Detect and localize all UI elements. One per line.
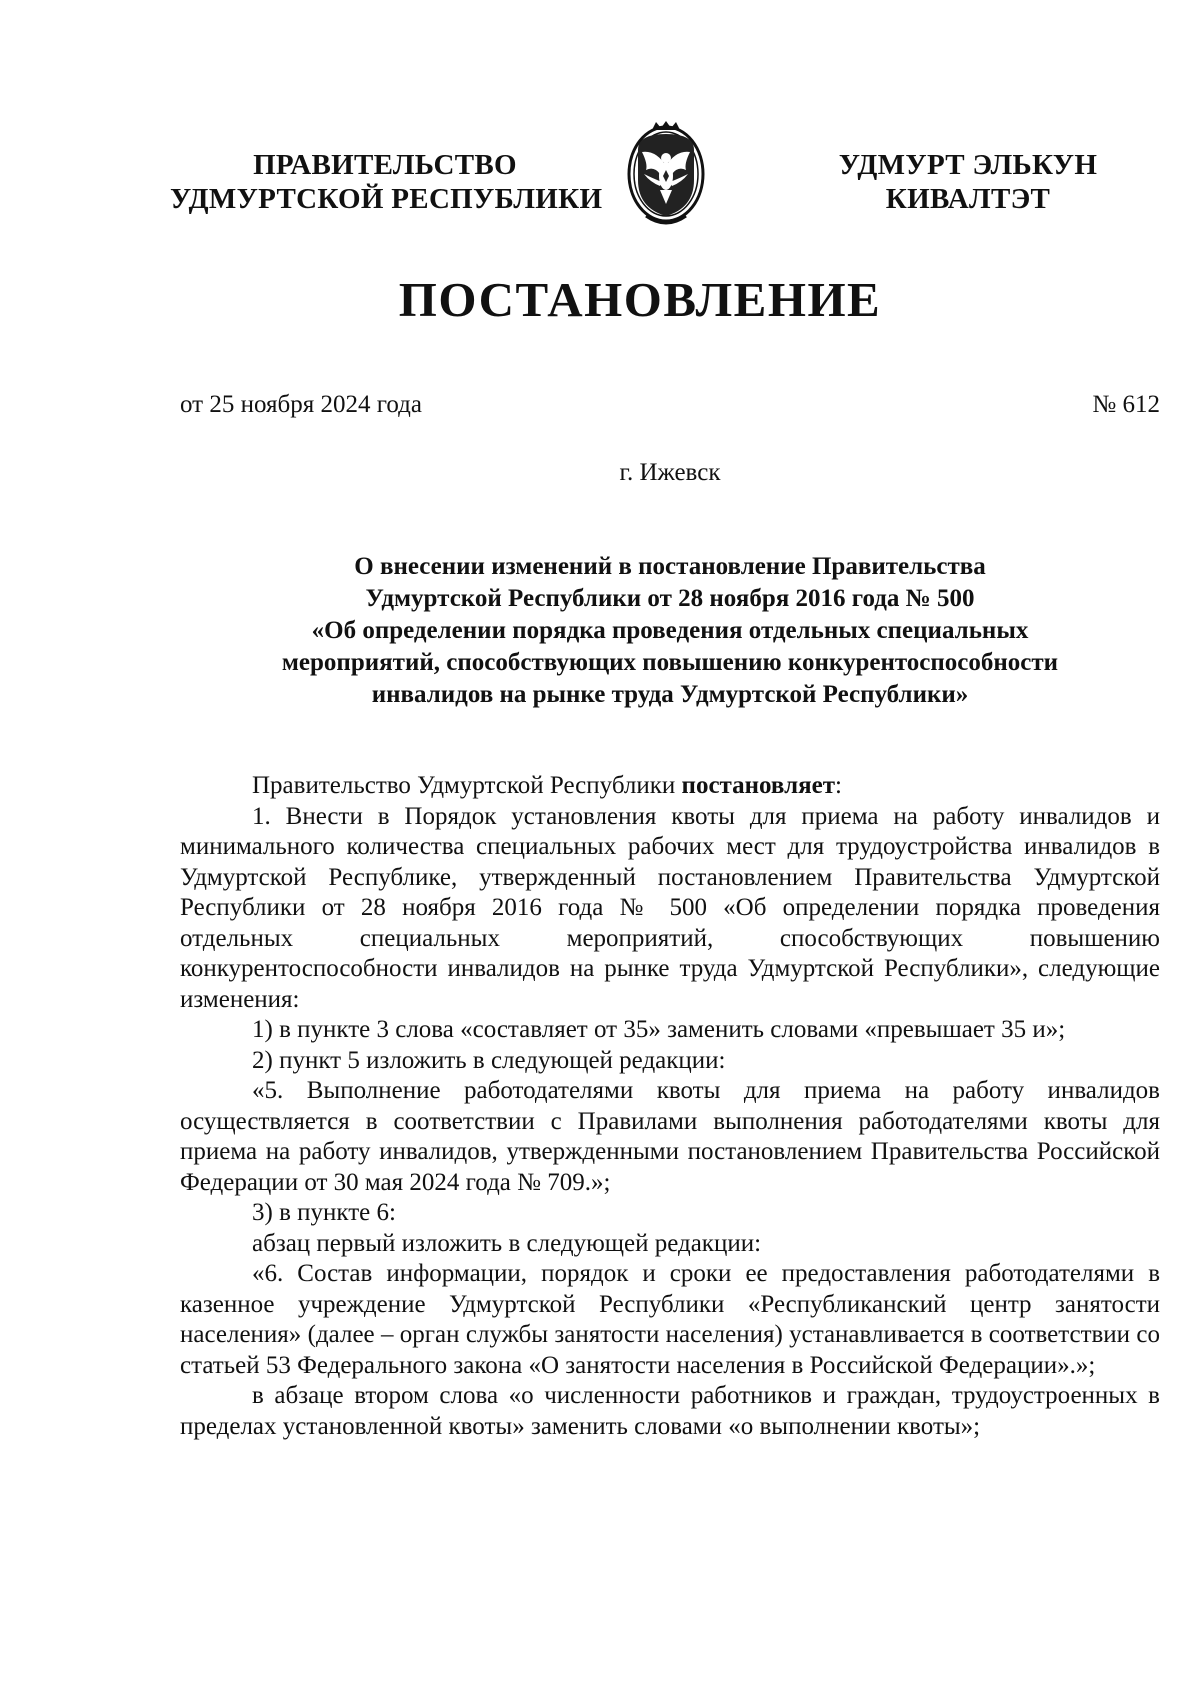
- organization-name-udmurt: [818, 148, 1118, 216]
- organization-name-russian-line2: УДМУРТСКОЙ РЕСПУБЛИКИ: [170, 183, 603, 215]
- body-paragraph-5: 3) в пункте 6:: [252, 1199, 396, 1226]
- organization-name-russian: [170, 148, 603, 216]
- body-intro-bold: постановляет: [681, 772, 836, 799]
- title-line: мероприятий, способствующих повышению конкурентоспособности: [281, 649, 1059, 676]
- title-line: инвалидов на рынке труда Удмуртской Республики»: [371, 681, 969, 708]
- title-line: Удмуртской Республики от 28 ноября 2016 года № 500: [365, 585, 975, 612]
- body-paragraph-7: «6. Состав информации, порядок и сроки ее предоставления работодателями в казенное учреждение Удмуртской Республики «Республиканский центр занятости населения» (далее – орган службы занятости населения) устанавливается в соответствии со статьей 53 Федерального закона «О занятости населения в Российской Федерации».»;: [180, 1260, 1160, 1379]
- document-title: [180, 551, 1160, 711]
- title-line: «Об определении порядка проведения отдельных специальных: [311, 617, 1029, 644]
- body-intro-paragraph: [180, 771, 1160, 802]
- organization-name-udmurt-line1: УДМУРТ ЭЛЬКУН: [838, 149, 1098, 181]
- document-type-heading: ПОСТАНОВЛЕНИЕ: [398, 272, 882, 327]
- body-paragraph-3: 2) пункт 5 изложить в следующей редакции:: [252, 1046, 726, 1074]
- title-line: О внесении изменений в постановление Правительства: [354, 553, 986, 580]
- body-paragraph-8: в абзаце втором слова «о численности работников и граждан, трудоустроенных в пределах установленной квоты» заменить словами «о выполнении квоты»;: [180, 1382, 1160, 1440]
- body-paragraph-1: 1. Внести в Порядок установления квоты для приема на работу инвалидов и минимального количества специальных рабочих мест для трудоустройства инвалидов в Удмуртской Республике, утвержденный постановлением Правительства Удмуртской Республики от 28 ноября 2016 года № 500 «Об определении порядка проведения отдельных специальных мероприятий, способствующих повышению конкурентоспособности инвалидов на рынке труда Удмуртской Республики», следующие изменения:: [180, 802, 1160, 1013]
- body-intro-text: Правительство Удмуртской Республики: [252, 772, 682, 799]
- document-city: г. Ижевск: [619, 459, 721, 486]
- coat-of-arms-icon: [626, 120, 706, 232]
- body-paragraph-6: абзац первый изложить в следующей редакции:: [252, 1229, 762, 1257]
- organization-name-russian-line1: ПРАВИТЕЛЬСТВО: [253, 149, 517, 181]
- body-paragraph-4: «5. Выполнение работодателями квоты для приема на работу инвалидов осуществляется в соответствии с Правилами выполнения работодателями квоты для приема на работу инвалидов, утвержденными постановлением Правительства Российской Федерации от 30 мая 2024 года № 709.»;: [180, 1077, 1160, 1196]
- organization-name-udmurt-line2: КИВАЛТЭТ: [885, 183, 1051, 215]
- body-paragraph-2: 1) в пункте 3 слова «составляет от 35» заменить словами «превышает 35 и»;: [252, 1016, 1066, 1043]
- body-intro-colon: :: [835, 772, 842, 799]
- document-date: от 25 ноября 2024 года: [180, 391, 422, 418]
- document-number: № 612: [1092, 391, 1160, 418]
- document-body: [180, 771, 1160, 1442]
- letterhead: [0, 148, 1200, 248]
